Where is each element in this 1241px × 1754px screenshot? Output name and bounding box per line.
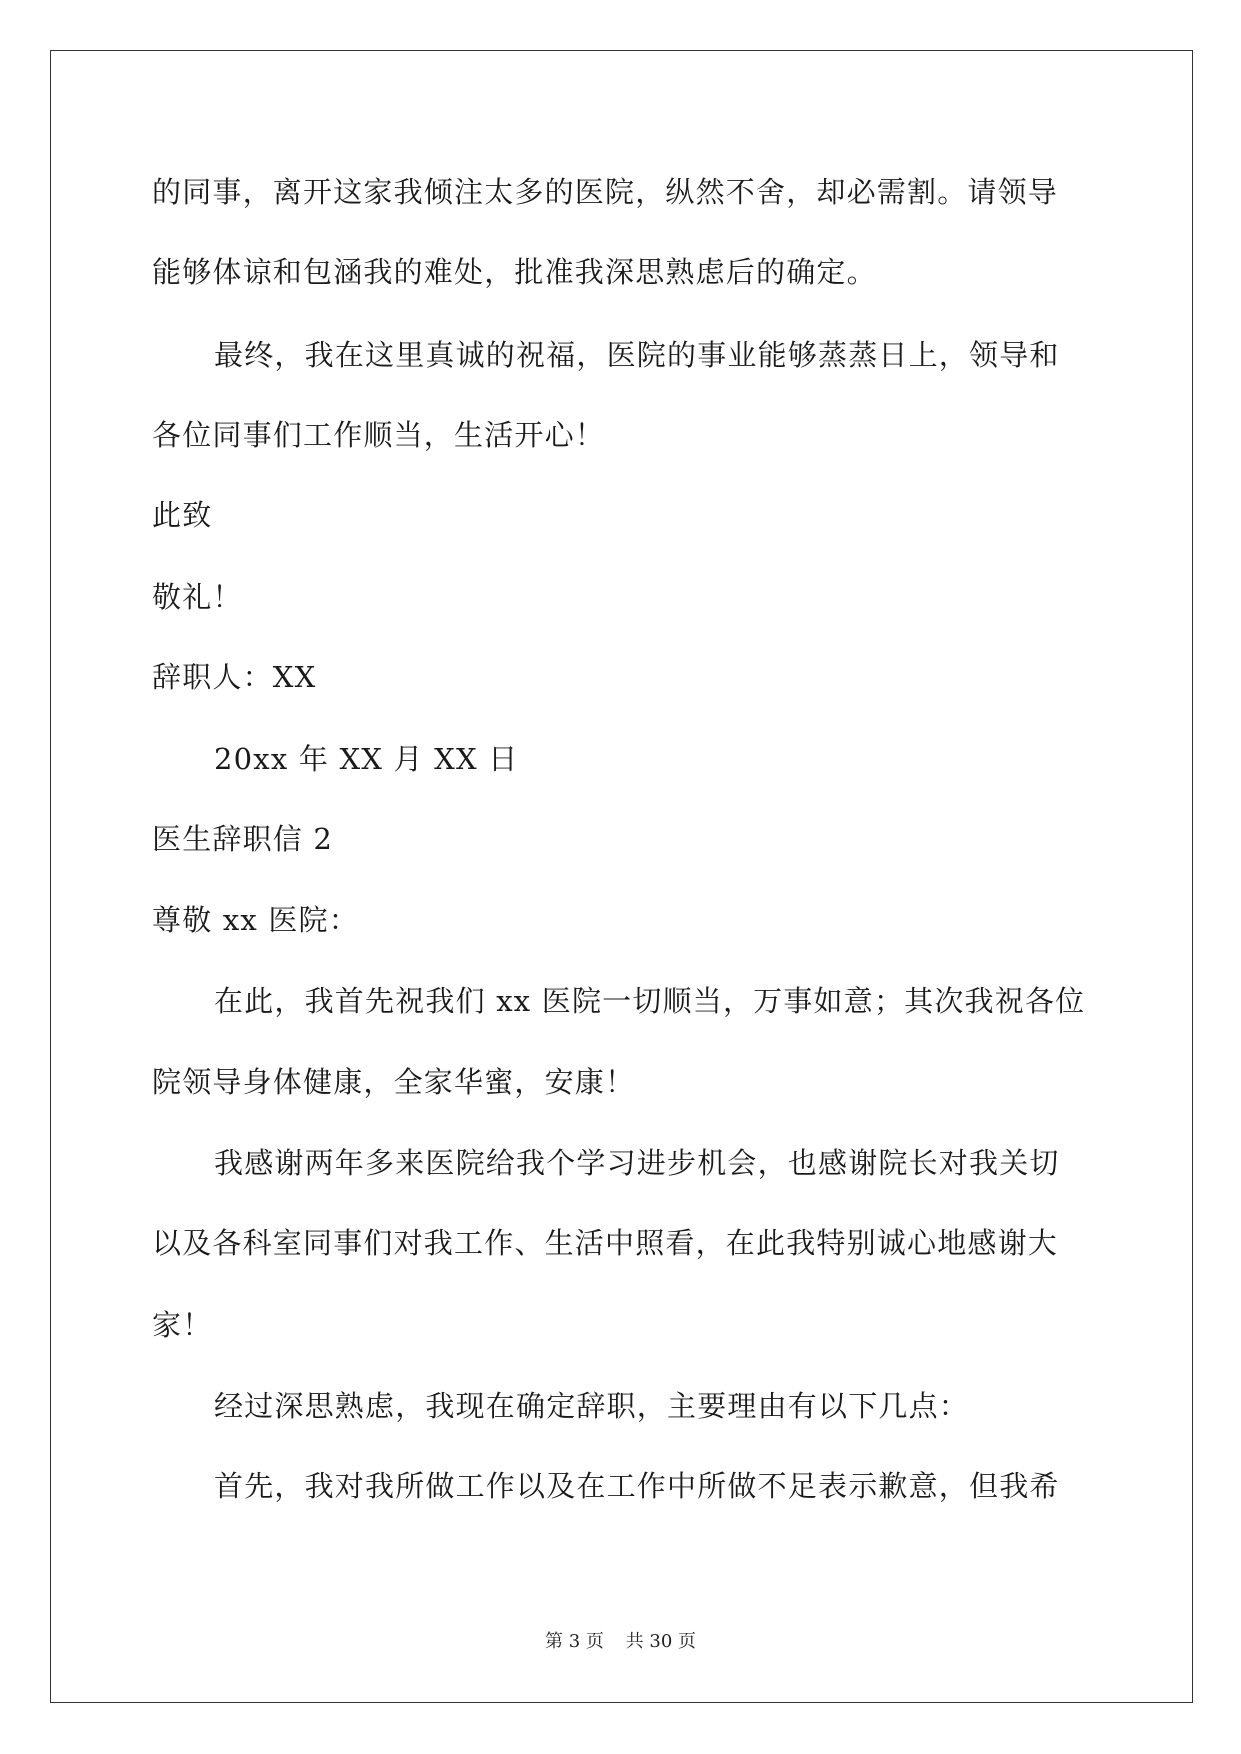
- text-line-4: 各位同事们工作顺当，生活开心！: [152, 418, 606, 452]
- signature-line: 辞职人：XX: [152, 660, 317, 694]
- section-title: 医生辞职信 2: [152, 822, 334, 856]
- page-total: 共 30 页: [625, 1631, 696, 1652]
- greeting-line: 尊敬 xx 医院：: [152, 903, 359, 937]
- text-line-14: 以及各科室同事们对我工作、生活中照看，在此我特别诚心地感谢大: [152, 1226, 1059, 1260]
- page-footer: [0, 1630, 1241, 1654]
- text-line-1: 的同事，离开这家我倾注太多的医院，纵然不舍，却必需割。请领导: [152, 175, 1059, 209]
- text-line-12: 院领导身体健康，全家华蜜，安康！: [152, 1065, 636, 1099]
- text-line-17: 首先，我对我所做工作以及在工作中所做不足表示歉意，但我希: [214, 1469, 1060, 1503]
- text-line-13: 我感谢两年多来医院给我个学习进步机会，也感谢院长对我关切: [214, 1146, 1060, 1180]
- text-line-16: 经过深思熟虑，我现在确定辞职，主要理由有以下几点：: [214, 1389, 970, 1423]
- page-number: 第 3 页: [545, 1631, 604, 1652]
- text-line-3: 最终，我在这里真诚的祝福，医院的事业能够蒸蒸日上，领导和: [214, 338, 1060, 372]
- text-line-11: 在此，我首先祝我们 xx 医院一切顺当，万事如意；其次我祝各位: [214, 984, 1086, 1018]
- text-line-15: 家！: [152, 1308, 213, 1342]
- page-border: [50, 50, 1193, 1703]
- date-line: 20xx 年 XX 月 XX 日: [214, 742, 519, 776]
- closing-respect: 敬礼！: [152, 580, 243, 614]
- closing-salutation: 此致: [152, 498, 213, 532]
- text-line-2: 能够体谅和包涵我的难处，批准我深思熟虑后的确定。: [152, 255, 877, 289]
